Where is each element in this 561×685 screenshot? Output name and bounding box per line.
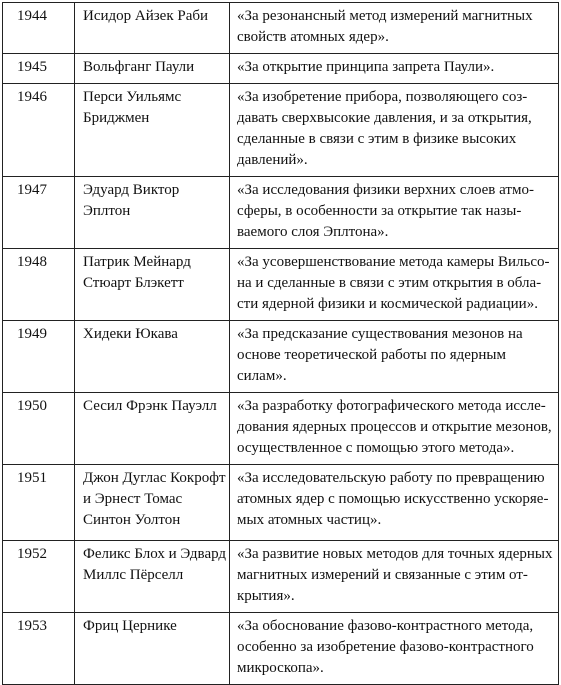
motivation-cell (230, 613, 559, 685)
motivation-line: дования ядерных процессов и открытие мезонов, (237, 419, 552, 435)
motivation-line: «За исследовательскую работу по превращению (237, 470, 545, 486)
table-row (3, 541, 559, 613)
motivation-line: сферы, в особенности за открытие так назы- (237, 203, 522, 219)
laureate-cell (75, 177, 230, 249)
year-cell: 1952 (3, 541, 75, 613)
year-cell: 1944 (3, 3, 75, 54)
motivation-line: микроскопа». (237, 660, 324, 676)
year-cell: 1950 (3, 393, 75, 465)
motivation-line: «За развитие новых методов для точных ядерных (237, 546, 553, 562)
table-row (3, 54, 559, 84)
laureate-name-line: Стюарт Блэкетт (83, 275, 184, 291)
motivation-line: сти ядерной физики и космической радиации». (237, 296, 538, 312)
motivation-line: силам». (237, 368, 287, 384)
motivation-cell (230, 84, 559, 177)
motivation-cell (230, 541, 559, 613)
motivation-line: на и сделанные в связи с этим открытия в обла- (237, 275, 542, 291)
year-cell: 1953 (3, 613, 75, 685)
laureate-name-line: Исидор Айзек Раби (83, 8, 209, 24)
laureate-cell (75, 84, 230, 177)
laureate-name-line: Хидеки Юкава (83, 326, 178, 342)
motivation-line: давать сверхвысокие давления, и за открытия, (237, 110, 532, 126)
laureate-cell (75, 3, 230, 54)
table-body (3, 3, 559, 685)
nobel-physics-table (2, 2, 559, 685)
motivation-cell (230, 177, 559, 249)
table-row (3, 177, 559, 249)
motivation-line: «За исследования физики верхних слоев атмо- (237, 182, 534, 198)
laureate-cell (75, 541, 230, 613)
laureate-cell (75, 321, 230, 393)
laureate-cell (75, 393, 230, 465)
table-row (3, 249, 559, 321)
motivation-line: магнитных измерений и связанные с этим от- (237, 567, 528, 583)
year-cell: 1946 (3, 84, 75, 177)
laureate-name-line: Эплтон (83, 203, 131, 219)
table-row (3, 465, 559, 541)
motivation-line: крытия». (237, 588, 295, 604)
year-cell: 1948 (3, 249, 75, 321)
table-row (3, 321, 559, 393)
laureate-name-line: Джон Дуглас Кокрофт (83, 470, 226, 486)
motivation-cell (230, 393, 559, 465)
motivation-cell (230, 321, 559, 393)
motivation-line: «За открытие принципа запрета Паули». (237, 59, 495, 75)
motivation-cell (230, 465, 559, 541)
motivation-line: атомных ядер с помощью искусственно ускоряе- (237, 491, 549, 507)
laureate-name-line: Феликс Блох и Эдвард (83, 546, 227, 562)
laureate-name-line: Эдуард Виктор (83, 182, 180, 198)
laureate-name-line: Бриджмен (83, 110, 150, 126)
motivation-line: сделанные в связи с этим в физике высоких (237, 131, 517, 147)
laureate-cell (75, 249, 230, 321)
motivation-line: осуществленное с помощью этого метода». (237, 440, 515, 456)
table-row (3, 613, 559, 685)
year-cell: 1951 (3, 465, 75, 541)
table-row (3, 393, 559, 465)
motivation-line: мых атомных частиц». (237, 512, 382, 528)
laureate-name-line: Вольфганг Паули (83, 59, 195, 75)
motivation-line: «За обоснование фазово-контрастного метода, (237, 618, 534, 634)
table-row (3, 84, 559, 177)
motivation-line: «За предсказание существования мезонов на (237, 326, 523, 342)
motivation-cell (230, 54, 559, 84)
laureate-cell (75, 54, 230, 84)
motivation-line: особенно за изобретение фазово-контрастного (237, 639, 534, 655)
motivation-line: «За усовершенствование метода камеры Вильсо- (237, 254, 550, 270)
motivation-line: ваемого слоя Эплтона». (237, 224, 389, 240)
laureate-name-line: Синтон Уолтон (83, 512, 181, 528)
laureate-name-line: Перси Уильямс (83, 89, 182, 105)
motivation-line: основе теоретической работы по ядерным (237, 347, 506, 363)
motivation-line: «За разработку фотографического метода иссле- (237, 398, 546, 414)
motivation-line: свойств атомных ядер». (237, 29, 389, 45)
laureate-cell (75, 613, 230, 685)
motivation-cell (230, 249, 559, 321)
year-cell: 1947 (3, 177, 75, 249)
laureate-name-line: Сесил Фрэнк Пауэлл (83, 398, 217, 414)
year-cell: 1945 (3, 54, 75, 84)
motivation-line: «За изобретение прибора, позволяющего соз- (237, 89, 528, 105)
laureate-name-line: Патрик Мейнард (83, 254, 191, 270)
motivation-line: «За резонансный метод измерений магнитных (237, 8, 533, 24)
year-cell: 1949 (3, 321, 75, 393)
table-row (3, 3, 559, 54)
laureate-name-line: Миллс Пёрселл (83, 567, 184, 583)
motivation-line: давлений». (237, 152, 308, 168)
motivation-cell (230, 3, 559, 54)
laureate-cell (75, 465, 230, 541)
laureate-name-line: и Эрнест Томас (83, 491, 183, 507)
laureate-name-line: Фриц Цернике (83, 618, 177, 634)
